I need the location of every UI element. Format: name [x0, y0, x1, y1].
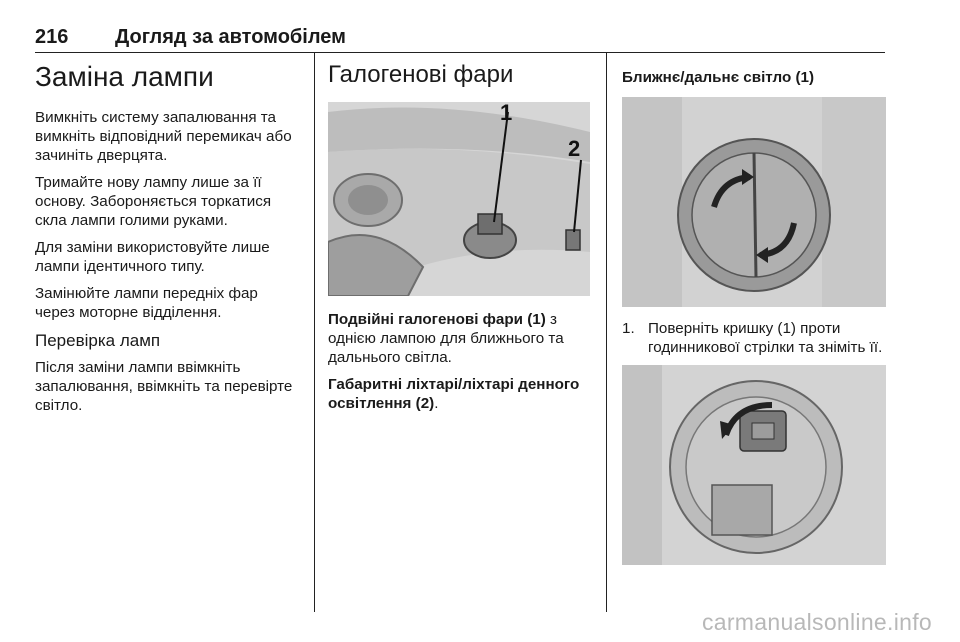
column-divider	[606, 52, 607, 612]
bulb-removal-illustration	[622, 365, 886, 565]
section-title: Ближнє/дальнє світло (1)	[622, 69, 815, 86]
paragraph: Для заміни використовуйте лише лампи ідентичного типу.	[35, 239, 270, 275]
step-list	[622, 319, 886, 357]
figure-label-1: 1	[500, 102, 513, 125]
page-header	[35, 22, 885, 53]
column-divider	[314, 52, 315, 612]
headlight-assembly-illustration	[328, 102, 590, 296]
paragraph: Замінюйте лампи передніх фар через моторне відділення.	[35, 285, 258, 321]
caption-bold: Подвійні галогенові фари (1)	[328, 311, 546, 328]
caption-text: з однією лампою для ближнього та дальнього світла.	[328, 311, 564, 366]
paragraph: Тримайте нову лампу лише за її основу. Забороняється торкатися скла лампи голими руками.	[35, 174, 272, 229]
caption-bold: Габаритні ліхтарі/ліхтарі денного освітлення (2)	[328, 376, 580, 412]
paragraph: Вимкніть систему запалювання та вимкніть відповідний перемикач або зачиніть дверцята.	[35, 109, 292, 164]
section-title: Галогенові фари	[328, 61, 514, 88]
column-bulb-replacement	[35, 60, 295, 423]
step-number: 1.	[622, 320, 635, 337]
section-title: Заміна лампи	[35, 61, 214, 92]
figure-caption	[328, 375, 590, 413]
column-low-high-beam	[622, 60, 886, 565]
bulb-cover-illustration	[622, 97, 886, 307]
running-title: Догляд за автомобілем	[115, 26, 346, 48]
paragraph: Після заміни лампи ввімкніть запалювання, ввімкніть та перевірте світло.	[35, 359, 293, 414]
figure-caption	[328, 310, 590, 367]
watermark: carmanualsonline.info	[701, 609, 932, 635]
page-number: 216	[35, 26, 69, 48]
list-item	[622, 319, 886, 357]
column-halogen-headlights	[328, 60, 590, 421]
subheading: Перевірка ламп	[35, 331, 161, 350]
caption-text: .	[434, 395, 439, 412]
step-text: Поверніть кришку (1) проти годинникової стрілки та зніміть її.	[648, 320, 883, 356]
figure-label-2: 2	[568, 136, 581, 161]
